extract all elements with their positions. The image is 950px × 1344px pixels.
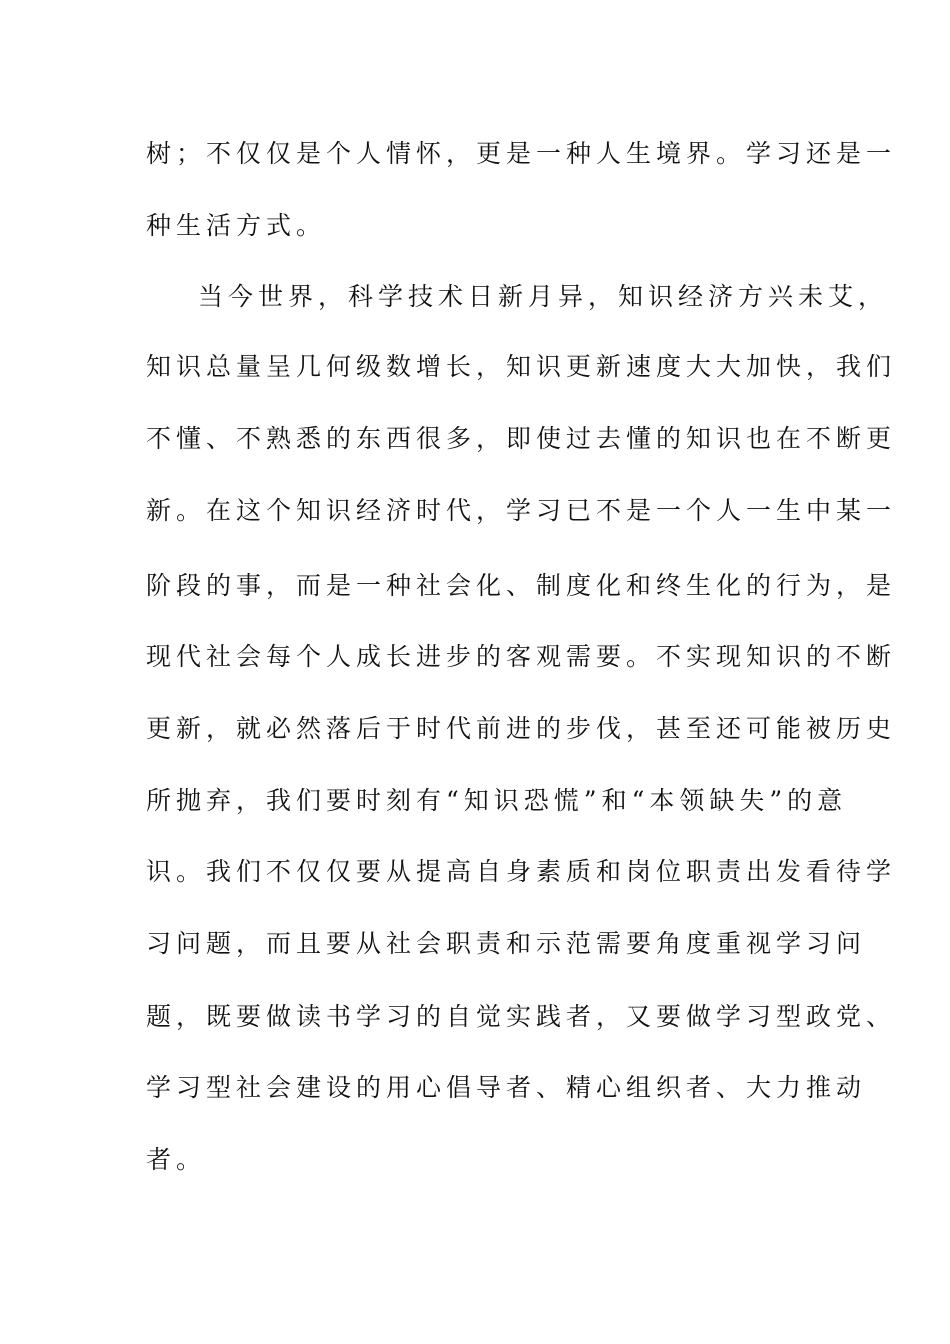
text-line: 者。 bbox=[146, 1145, 207, 1174]
text-line: 学习型社会建设的用心倡导者、精心组织者、大力推动 bbox=[146, 1073, 867, 1102]
text-line: 更新，就必然落后于时代前进的步伐，甚至还可能被历史 bbox=[146, 714, 897, 743]
text-line: 种生活方式。 bbox=[146, 211, 327, 240]
text-line: 新。在这个知识经济时代，学习已不是一个人一生中某一 bbox=[146, 496, 897, 525]
text-line: 知识总量呈几何级数增长，知识更新速度大大加快，我们 bbox=[146, 352, 897, 381]
text-line: 不懂、不熟悉的东西很多，即使过去懂的知识也在不断更 bbox=[146, 424, 897, 453]
text-line: 识。我们不仅仅要从提高自身素质和岗位职责出发看待学 bbox=[146, 857, 897, 886]
paragraph-first-line: 当今世界，科学技术日新月异，知识经济方兴未艾， bbox=[198, 282, 889, 311]
text-line: 所抛弃，我们要时刻有“知识恐慌”和“本领缺失”的意 bbox=[146, 786, 848, 815]
text-line: 阶段的事，而是一种社会化、制度化和终生化的行为，是 bbox=[146, 571, 897, 600]
text-line: 现代社会每个人成长进步的客观需要。不实现知识的不断 bbox=[146, 642, 897, 671]
text-line: 树；不仅仅是个人情怀，更是一种人生境界。学习还是一 bbox=[146, 139, 897, 168]
text-line: 题，既要做读书学习的自觉实践者，又要做学习型政党、 bbox=[146, 1002, 897, 1031]
text-line: 习问题，而且要从社会职责和示范需要角度重视学习问 bbox=[146, 929, 867, 958]
